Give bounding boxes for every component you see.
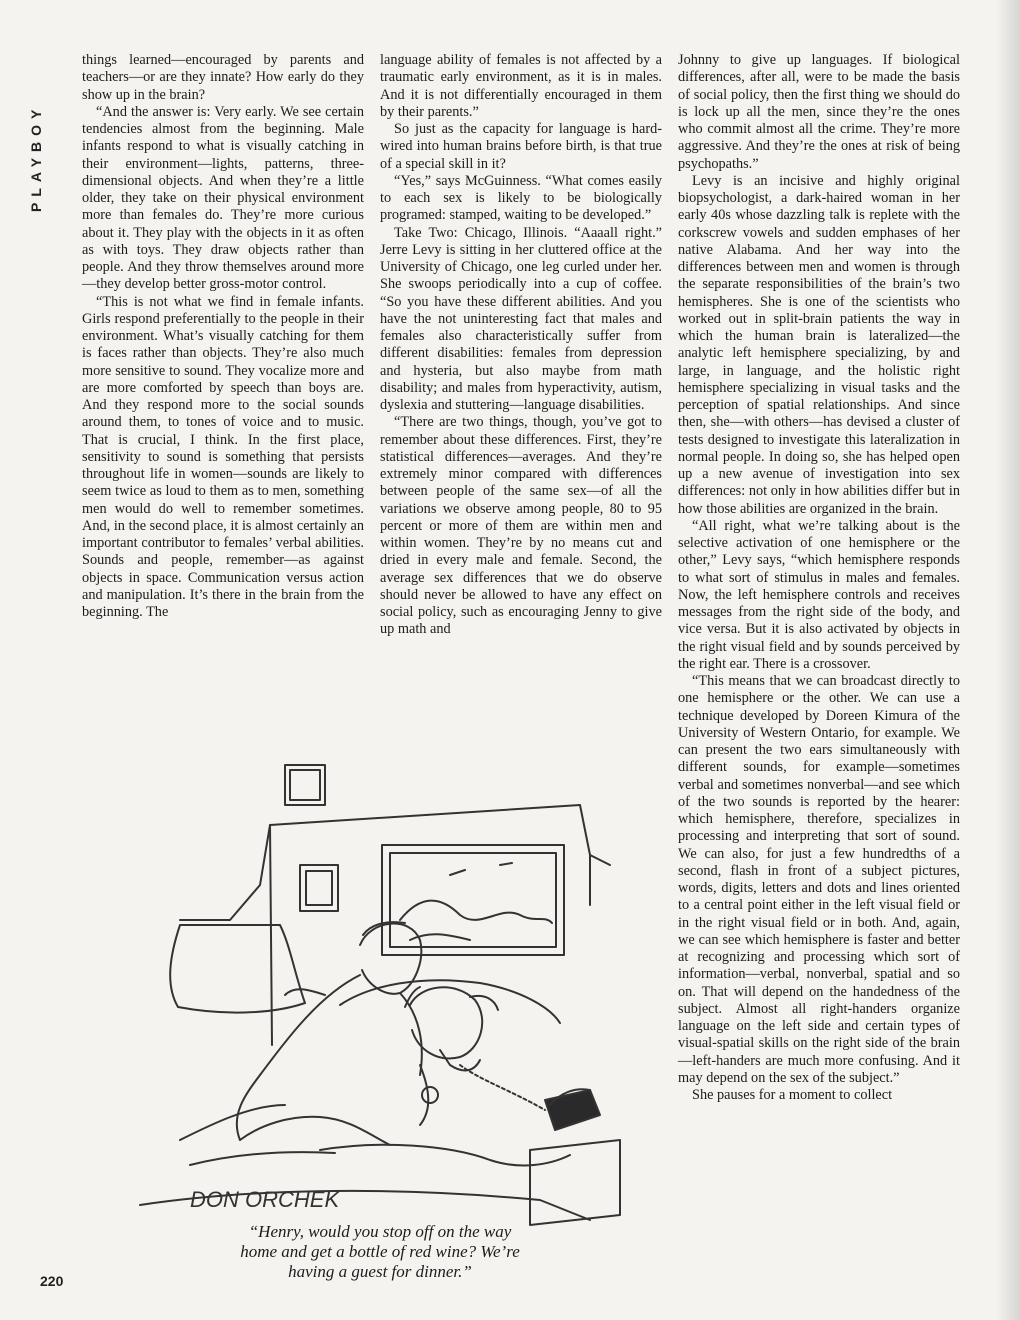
caption-line: having a guest for dinner.” (288, 1262, 472, 1281)
paragraph: “Yes,” says McGuinness. “What comes easily to each sex is likely to be biologically programed: stamped, waiting to be developed.” (380, 172, 662, 224)
paragraph: She pauses for a moment to collect (692, 1087, 893, 1103)
paragraph: “And the answer is: Very early. We see certain tendencies almost from the beginning. Male infants respond to what is visually catching in their environment—lights, patterns, three-dimensional objects. And when they’re a little older, they take on their physical environment more than females do. They’re more curious about it. They play with the objects in it as often as with toys. They draw objects rather than people. And they throw themselves around more—they develop better gross-motor control. (82, 103, 364, 293)
paragraph: Johnny to give up languages. If biological differences, after all, were to be made the basis of social policy, then the first thing we should do is lock up all the men, since they’re the ones who commit almost all the crime. They’re more aggressive. And they’re the ones at risk of being psychopaths.” (678, 52, 960, 172)
page-edge-shadow (996, 0, 1020, 1320)
paragraph: Levy is an incisive and highly original biopsychologist, a dark-haired woman in her early 40s whose dazzling talk is replete with the corkscrew vowels and sudden emphases of her native Alabama. And her way into the differences between men and women is through the separate responsibilities of the brain’s two hemispheres. She is one of the scientists who worked out in split-brain patients the way in which the human brain is lateralized—the analytic left hemisphere specializing, by and large, in language, and the holistic right hemisphere specializing in visual tasks and the perception of spatial relationships. And since then, she—with others—has devised a cluster of tests designed to investigate this lateralization in normal people. In doing so, she has helped open up a new avenue of investigation into sex differences: not only in how abilities differ but in how those abilities are organized in the brain. (678, 172, 960, 517)
caption-line: home and get a bottle of red wine? We’re (240, 1242, 520, 1261)
paragraph: things learned—encouraged by parents and teachers—or are they innate? How early do they show up in the brain? (82, 52, 364, 103)
paragraph: language ability of females is not affected by a traumatic early environment, as it is in males. And it is not differentially encouraged in them by their parents.” (380, 52, 662, 120)
cartoon-illustration (120, 745, 640, 1230)
paragraph: “This is not what we find in female infants. Girls respond preferentially to the people in their environment. What’s visually catching for them is faces rather than objects. They’re also much more sensitive to sound. They vocalize more and are more comforted by speech than boys are. And they respond more to the social sounds around them, to tones of voice and to music. That is crucial, I think. In the first place, sensitivity to sound is something that persists throughout life in women—sounds are likely to seem twice as loud to them as to men, something men would do well to remember sometimes. And, in the second place, it is almost certainly an important contributor to females’ verbal abilities. Sounds and people, remember—as against objects in space. Communication versus action and manipulation. It’s there in the brain from the beginning. The (82, 293, 364, 620)
paragraph: So just as the capacity for language is hard-wired into human brains before birth, is that true of a special skill in it? (380, 121, 662, 172)
masthead: PLAYBOY (28, 103, 44, 212)
text-column-2 (380, 52, 662, 639)
cartoon-caption (160, 1222, 600, 1282)
paragraph: “This means that we can broadcast directly to one hemisphere or the other. We can use a technique developed by Doreen Kimura of the University of Western Ontario, for example. We can present the two ears simultaneously with different sounds, for example—sometimes verbal and sometimes nonverbal—and see which of the two sounds is reported by the hearer: which hemisphere, therefore, specializes in processing and interpreting that sort of sound. We can also, for just a few hundredths of a second, flash in front of a subject pictures, words, digits, letters and dots and lines oriented to a central point either in the left visual field or in the right visual field or in both. And, again, we can see which hemisphere is faster and better at recognizing and processing which sort of information—verbal, nonverbal, spatial and so on. That will depend on the handedness of the subject. Almost all right-handers organize language on the left side and certain types of visual-spatial skills on the right side of the brain—left-handers are much more confusing. And it may depend on the sex of the subject.” (678, 673, 960, 1086)
text-column-1 (82, 52, 364, 621)
text-column-3 (678, 52, 960, 1104)
paragraph: “All right, what we’re talking about is the selective activation of one hemisphere or the other,” Levy says, “which hemisphere responds to what sort of stimulus in males and females. Now, the left hemisphere controls and receives messages from the right side of the body, and vice versa. But it is also activated by objects in the right visual field and by sounds perceived by the right ear. There is a crossover. (678, 517, 960, 672)
paragraph: “There are two things, though, you’ve got to remember about these differences. First, they’re statistical differences—averages. And they’re extremely minor compared with differences between people of the same sex—of all the variations we observe among people, 80 to 95 percent or more of them are within men and within women. They’re by no means cut and dried in every male and female. Second, the average sex differences that we do observe should never be allowed to have any effect on social policy, such as encouraging Jenny to give up math and (380, 414, 662, 638)
caption-line: “Henry, would you stop off on the way (248, 1222, 512, 1241)
cartoonist-signature: DON ORCHEK (190, 1187, 340, 1212)
paragraph: Take Two: Chicago, Illinois. “Aaaall right.” Jerre Levy is sitting in her cluttered office at the University of Chicago, one leg curled under her. She swoops periodically into a cup of coffee. “So you have these different abilities. And you have the not uninteresting fact that males and females also characteristically suffer from different disabilities: females from depression and hysteria, but also maybe from math disability; and males from hyperactivity, autism, dyslexia and stuttering—language disabilities. (380, 224, 662, 413)
page-number: 220 (40, 1273, 64, 1289)
